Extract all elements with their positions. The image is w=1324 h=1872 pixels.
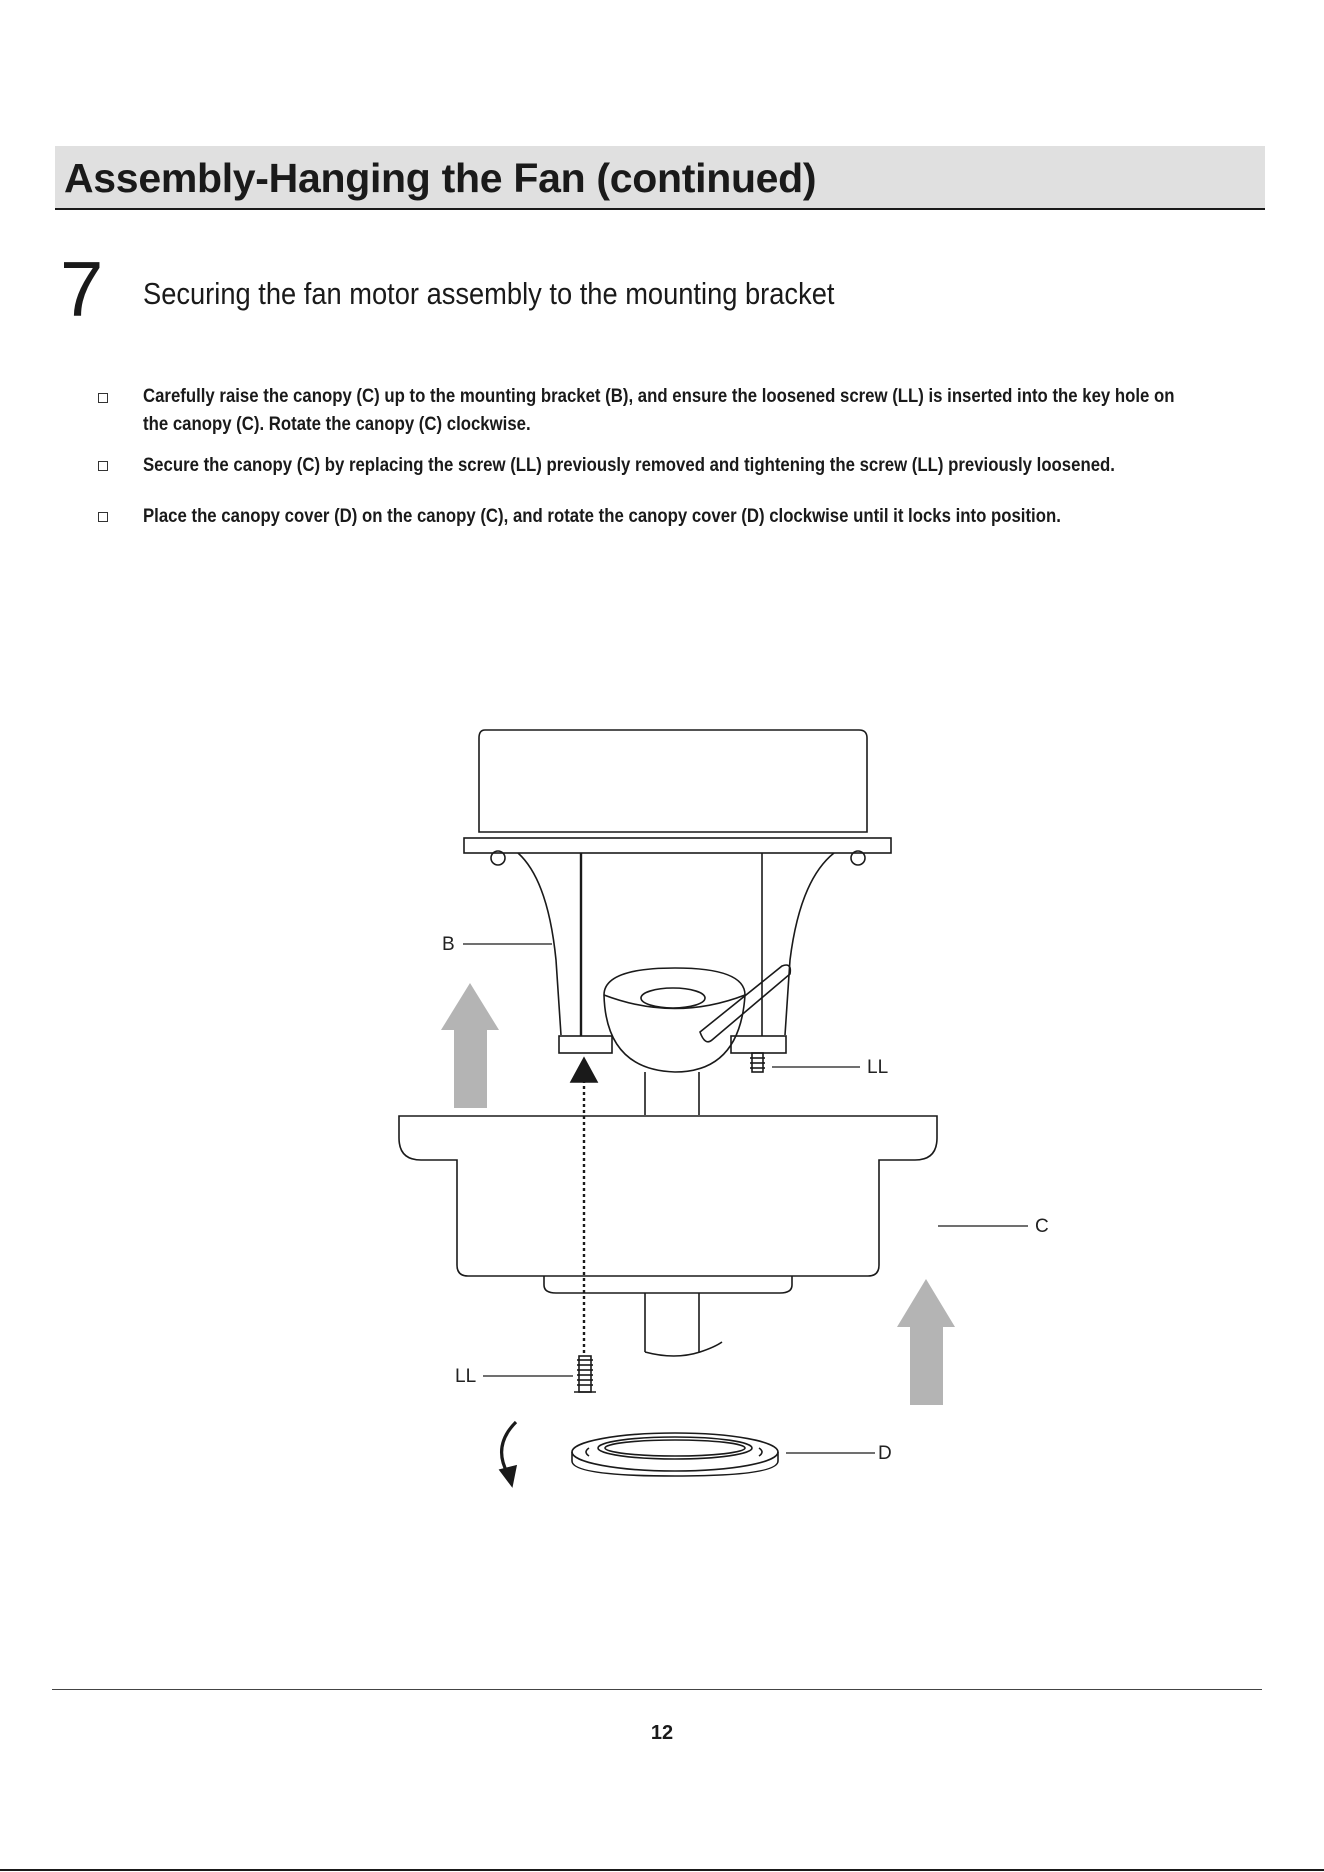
junction-box — [479, 730, 867, 832]
upper-screw — [752, 1053, 763, 1072]
hanger-ball-rim — [604, 995, 745, 1009]
bracket-screw-head — [491, 851, 505, 865]
up-pointer-icon — [571, 1058, 597, 1082]
step-title: Securing the fan motor assembly to the mounting bracket — [143, 276, 835, 311]
canopy-cover-inner — [598, 1437, 752, 1459]
page-number: 12 — [650, 1722, 674, 1744]
canopy-cover-ring — [572, 1433, 778, 1471]
instruction-text-line: Secure the canopy (C) by replacing the screw (LL) previously removed and tightening the screw (LL) previously loosened. — [143, 454, 1115, 476]
canopy-rim — [399, 1116, 937, 1276]
hanger-ball-top — [641, 988, 705, 1008]
section-header — [55, 146, 1265, 210]
mounting-bracket-plate — [464, 838, 891, 853]
instruction-text-line: Place the canopy cover (D) on the canopy (C), and rotate the canopy cover (D) clockwise until it locks into position. — [143, 505, 1061, 527]
checkbox-bullet-icon — [98, 512, 108, 522]
lift-arrow-icon — [897, 1279, 955, 1405]
instruction-text-line: the canopy (C). Rotate the canopy (C) clockwise. — [143, 413, 531, 435]
bracket-arm-left — [518, 853, 561, 1035]
hanger-tab — [700, 965, 790, 1042]
lower-screw — [579, 1356, 591, 1392]
step-number: 7 — [60, 245, 104, 333]
label-lower-screw: LL — [455, 1366, 477, 1387]
checkbox-bullet-icon — [98, 393, 108, 403]
hanger-ball — [604, 968, 745, 1072]
label-canopy-cover: D — [878, 1443, 892, 1464]
canopy-collar — [544, 1276, 792, 1293]
canopy-cover-ring-edge — [572, 1452, 778, 1476]
lift-arrow-icon — [441, 983, 499, 1108]
label-bracket: B — [442, 934, 455, 955]
clockwise-rotation-icon — [502, 1422, 516, 1474]
instruction-text-line: Carefully raise the canopy (C) up to the mounting bracket (B), and ensure the loosened screw (LL) is inserted into the key hole on — [143, 385, 1175, 407]
downrod-break — [645, 1342, 722, 1356]
page-bottom-border — [0, 1869, 1324, 1871]
section-title: Assembly-Hanging the Fan (continued) — [64, 155, 817, 201]
checkbox-bullet-icon — [98, 461, 108, 471]
bracket-arm-right — [785, 853, 834, 1035]
bracket-foot — [559, 1036, 612, 1053]
footer-divider — [52, 1689, 1262, 1690]
bracket-screw-head — [851, 851, 865, 865]
label-canopy: C — [1035, 1216, 1049, 1237]
label-upper-screw: LL — [867, 1057, 889, 1078]
bracket-foot — [731, 1036, 786, 1053]
